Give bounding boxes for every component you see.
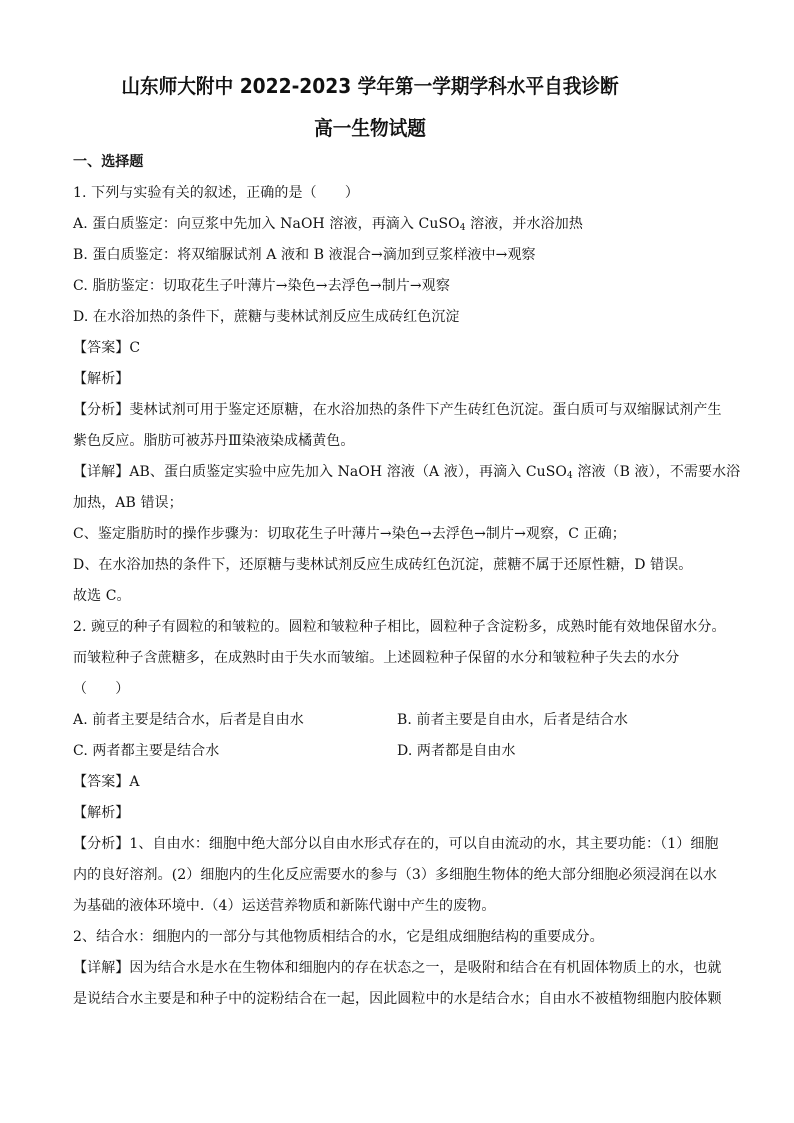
q1-xiangjie-line2: 加热，AB 错误； xyxy=(73,495,183,511)
q1-stem: 1. 下列与实验有关的叙述，正确的是（ ） xyxy=(73,185,360,201)
q1-option-d: D. 在水浴加热的条件下，蔗糖与斐林试剂反应生成砖红色沉淀 xyxy=(73,309,460,325)
q2-option-b: B. 前者主要是自由水，后者是结合水 xyxy=(397,712,628,728)
q1-option-c: C. 脂肪鉴定：切取花生子叶薄片→染色→去浮色→制片→观察 xyxy=(73,278,450,294)
q1-xiangjie-tail: 溶液（B 液），不需要水浴 xyxy=(572,464,741,480)
q1-conclusion: 故选 C。 xyxy=(73,588,131,604)
q2-option-c: C. 两者都主要是结合水 xyxy=(73,743,220,759)
q2-fenxi-label: 【分析】 xyxy=(73,836,130,852)
q1-xiangjie-line3: C、鉴定脂肪时的操作步骤为：切取花生子叶薄片→染色→去浮色→制片→观察，C 正确； xyxy=(73,526,626,542)
q2-fenxi-text: 1、自由水：细胞中绝大部分以自由水形式存在的，可以自由流动的水，其主要功能：（1）细胞 xyxy=(129,836,719,852)
q1-fenxi xyxy=(73,400,722,420)
q1-option-b: B. 蛋白质鉴定：将双缩脲试剂 A 液和 B 液混合→滴加到豆浆样液中→观察 xyxy=(73,247,536,263)
q1-xiangjie-text: AB、蛋白质鉴定实验中应先加入 NaOH 溶液（A 液），再滴入 CuSO xyxy=(129,464,568,480)
q2-fenxi-line2: 内的良好溶剂。(2）细胞内的生化反应需要水的参与（3）多细胞生物体的绝大部分细胞必须浸润在以水 xyxy=(73,867,717,883)
q2-fenxi xyxy=(73,834,719,854)
q2-stem-line1: 2. 豌豆的种子有圆粒的和皱粒的。圆粒和皱粒种子相比，圆粒种子含淀粉多，成熟时能有效地保留水分。 xyxy=(73,619,726,635)
q2-answer: 【答案】A xyxy=(73,774,140,790)
q1-option-a-subscript: 4 xyxy=(459,223,466,233)
q2-stem-line2: 而皱粒种子含蔗糖多，在成熟时由于失水而皱缩。上述圆粒种子保留的水分和皱粒种子失去的水分 xyxy=(73,650,680,666)
q2-analysis-label: 【解析】 xyxy=(73,805,130,821)
q2-xiangjie-label: 【详解】 xyxy=(73,960,130,976)
q1-answer: 【答案】C xyxy=(73,340,141,356)
q1-fenxi-label: 【分析】 xyxy=(73,402,130,418)
document-subtitle: 高一生物试题 xyxy=(314,116,426,140)
q1-fenxi-text: 斐林试剂可用于鉴定还原糖，在水浴加热的条件下产生砖红色沉淀。蛋白质可与双缩脲试剂产生 xyxy=(129,402,722,418)
q1-analysis-label: 【解析】 xyxy=(73,371,130,387)
q2-xiangjie-text: 因为结合水是水在生物体和细胞内的存在状态之一，是吸附和结合在有机固体物质上的水，也就 xyxy=(129,960,722,976)
section-heading: 一、选择题 xyxy=(73,154,144,170)
q2-xiangjie-line2: 是说结合水主要是和种子中的淀粉结合在一起，因此圆粒中的水是结合水；自由水不被植物细胞内胶体颗 xyxy=(73,991,722,1007)
q1-xiangjie-subscript: 4 xyxy=(567,471,573,481)
q2-option-d: D. 两者都是自由水 xyxy=(397,743,516,759)
q1-fenxi-line2: 紫色反应。脂肪可被苏丹Ⅲ染液染成橘黄色。 xyxy=(73,433,355,449)
q1-xiangjie-line4: D、在水浴加热的条件下，还原糖与斐林试剂反应生成砖红色沉淀，蔗糖不属于还原性糖，D 错误。 xyxy=(73,557,693,573)
q2-fenxi-line4: 2、结合水：细胞内的一部分与其他物质相结合的水，它是组成细胞结构的重要成分。 xyxy=(73,929,604,945)
q1-option-a xyxy=(73,214,583,234)
q2-option-a: A. 前者主要是结合水，后者是自由水 xyxy=(73,712,304,728)
q1-xiangjie xyxy=(73,462,740,482)
q2-xiangjie xyxy=(73,958,722,978)
q2-stem-line3: （ ） xyxy=(73,681,130,697)
document-title: 山东师大附中 2022-2023 学年第一学期学科水平自我诊断 xyxy=(121,74,619,98)
q1-option-a-tail: 溶液，并水浴加热 xyxy=(465,216,583,232)
q1-option-a-text: A. 蛋白质鉴定：向豆浆中先加入 NaOH 溶液，再滴入 CuSO xyxy=(73,216,460,232)
q2-fenxi-line3: 为基础的液体环境中.（4）运送营养物质和新陈代谢中产生的废物。 xyxy=(73,898,496,914)
q1-xiangjie-label: 【详解】 xyxy=(73,464,130,480)
